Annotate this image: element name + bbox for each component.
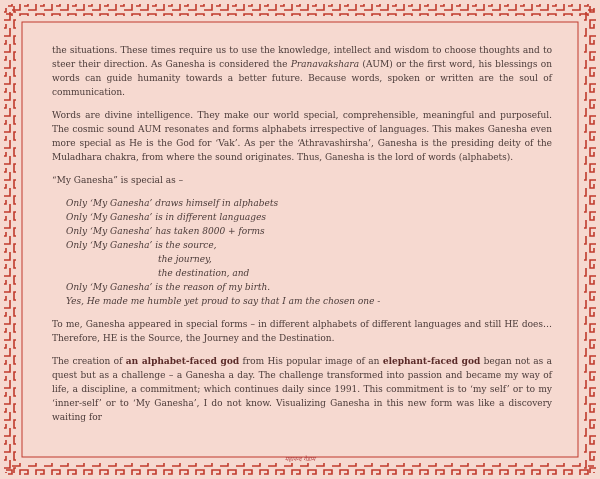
poem-line: Only ‘My Ganesha’ is the reason of my birth. [66, 283, 271, 293]
paragraph-5: The creation of an alphabet-faced god from His popular image of an elephant-faced god began not as a quest but as a challenge – a Ganesha a day. The challenge transformed into passion and became my way of life, a discipline, a commitment; which continues daily since 1991. This commitment is to ‘my self’ or to my ‘inner-self’ or to ‘My Ganesha’, I do not know. Visualizing Ganesha in this new form was like a discovery waiting for [52, 357, 553, 423]
bold-phrase-elephant-faced: elephant-faced god [382, 357, 481, 367]
poem-line: the journey, [158, 255, 212, 265]
paragraph-4: To me, Ganesha appeared in special forms – in different alphabets of different languages and still HE does…Therefore, HE is the Source, the Journey and the Destination. [52, 320, 552, 344]
bold-phrase-alphabet-faced: an alphabet-faced god [125, 357, 240, 367]
poem-line: Only ‘My Ganesha’ is the source, [66, 241, 217, 251]
paragraph-1: the situations. These times require us to use the knowledge, intellect and wisdom to choose thoughts and to steer their direction. As Ganesha is considered the Pranavakshara (AUM) or the first word, his blessings on words can guide humanity towards a better future. Because words, spoken or written are the soul of communication. [52, 46, 552, 98]
poem-line: Only ‘My Ganesha’ is in different languages [66, 213, 267, 223]
signature: महानन्द गेडाम [284, 456, 316, 463]
poem-line: Only ‘My Ganesha’ draws himself in alphabets [66, 199, 279, 209]
poem-line: the destination, and [158, 269, 250, 279]
poem-line: Only ‘My Ganesha’ has taken 8000 + forms [66, 227, 265, 237]
paragraph-3: “My Ganesha” is special as – [52, 176, 184, 186]
poem-block [66, 197, 552, 309]
pranavakshara-term: Pranavakshara [290, 60, 360, 70]
poem-line: Yes, He made me humble yet proud to say that I am the chosen one - [66, 297, 381, 307]
page-content [52, 44, 552, 434]
paragraph-2: Words are divine intelligence. They make our world special, comprehensible, meaningful and purposeful. The cosmic sound AUM resonates and forms alphabets irrespective of languages. This makes Ganesha even more special as He is the God for ‘Vak’. As per the ‘Athravashirsha’, Ganesha is the presiding deity of the Muladhara chakra, from where the sound originates. Thus, Ganesha is the lord of words (alphabets). [52, 111, 552, 163]
